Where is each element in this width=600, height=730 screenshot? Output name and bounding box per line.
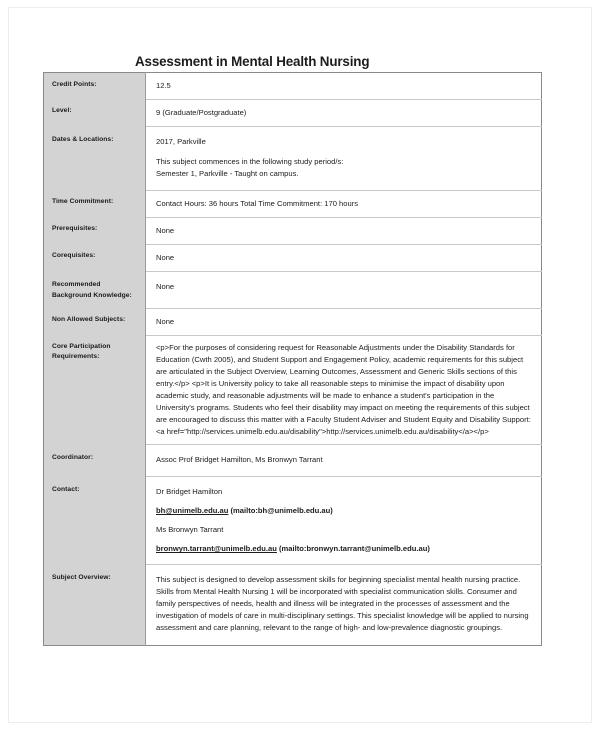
row-value-prerequisites: None <box>146 217 542 244</box>
row-label-level: Level: <box>44 99 146 126</box>
row-label-coordinator: Coordinator: <box>44 445 146 477</box>
row-label-dates-locations: Dates & Locations: <box>44 126 146 190</box>
table-row <box>44 99 542 126</box>
table-row <box>44 126 542 190</box>
table-row <box>44 217 542 244</box>
row-value-recommended-background-knowledge: None <box>146 271 542 308</box>
row-value-corequisites: None <box>146 244 542 271</box>
contact-email-row-bronwyn-tarrant <box>156 543 532 555</box>
row-label-credit-points: Credit Points: <box>44 73 146 100</box>
table-row <box>44 190 542 217</box>
mailto-text-bronwyn-tarrant: (mailto:bronwyn.tarrant@unimelb.edu.au) <box>279 544 430 554</box>
row-label-corequisites: Corequisites: <box>44 244 146 271</box>
row-label-non-allowed-subjects: Non Allowed Subjects: <box>44 308 146 335</box>
table-row <box>44 73 542 100</box>
table-row <box>44 244 542 271</box>
dates-line-commences: This subject commences in the following study period/s: <box>156 156 344 166</box>
contact-name-bridget-hamilton: Dr Bridget Hamilton <box>156 487 223 497</box>
table-row <box>44 308 542 335</box>
row-label-core-participation-requirements: Core Participation Requirements: <box>44 335 146 445</box>
row-value-time-commitment: Contact Hours: 36 hours Total Time Commitment: 170 hours <box>146 190 542 217</box>
row-value-core-participation-requirements: <p>For the purposes of considering request for Reasonable Adjustments under the Disability Standards for Education (Cwth 2005), and Student Support and Engagement Policy, academic requirements for this subject are articulated in the Subject Overview, Learning Outcomes, Assessment and Generic Skills sections of this entry.</p> <p>It is University policy to take all reasonable steps to minimise the impact of disability upon academic study, and reasonable adjustments will be made to enhance a student's participation in the University's programs. Students who feel their disability may impact on meeting the requirements of this subject are encouraged to discuss this matter with a Faculty Student Adviser and Student Equity and Disability Support: <a href="http://services.unimelb.edu.au/disability">http://services.unimelb.edu.au/disability</a></p> <box>146 335 542 445</box>
subject-details-table <box>43 72 542 646</box>
table-row <box>44 445 542 477</box>
dates-line-semester: Semester 1, Parkville - Taught on campus. <box>156 168 299 178</box>
row-label-subject-overview: Subject Overview: <box>44 565 146 646</box>
row-label-time-commitment: Time Commitment: <box>44 190 146 217</box>
row-label-prerequisites: Prerequisites: <box>44 217 146 244</box>
contact-email-row-bridget-hamilton <box>156 505 532 517</box>
email-link-bh[interactable]: bh@unimelb.edu.au <box>156 506 229 516</box>
row-label-contact: Contact: <box>44 477 146 565</box>
dates-line-year-campus: 2017, Parkville <box>156 136 206 146</box>
contact-name-bronwyn-tarrant: Ms Bronwyn Tarrant <box>156 525 224 535</box>
row-value-subject-overview: This subject is designed to develop assessment skills for beginning specialist mental health nursing practice. Skills from Mental Health Nursing 1 will be incorporated with specialist communication skills. Consumer and family perspectives of needs, health and illness will be integrated in the processes of assessment and the investigation of models of care in multi-disciplinary settings. This specialist knowledge will be applied to nursing assessment and care planning, relevant to the range of high- and low-prevalence diagnostic groupings. <box>146 565 542 646</box>
row-value-level: 9 (Graduate/Postgraduate) <box>146 99 542 126</box>
row-value-non-allowed-subjects: None <box>146 308 542 335</box>
row-value-dates-locations <box>146 126 542 190</box>
table-row <box>44 335 542 445</box>
row-value-credit-points: 12.5 <box>146 73 542 100</box>
table-row <box>44 271 542 308</box>
row-value-coordinator: Assoc Prof Bridget Hamilton, Ms Bronwyn Tarrant <box>146 445 542 477</box>
table-row <box>44 477 542 565</box>
mailto-text-bh: (mailto:bh@unimelb.edu.au) <box>230 506 333 516</box>
email-link-bronwyn-tarrant[interactable]: bronwyn.tarrant@unimelb.edu.au <box>156 544 277 554</box>
row-value-contact <box>146 477 542 565</box>
row-label-recommended-background-knowledge: Recommended Background Knowledge: <box>44 271 146 308</box>
page-title: Assessment in Mental Health Nursing <box>135 54 370 69</box>
table-row <box>44 565 542 646</box>
